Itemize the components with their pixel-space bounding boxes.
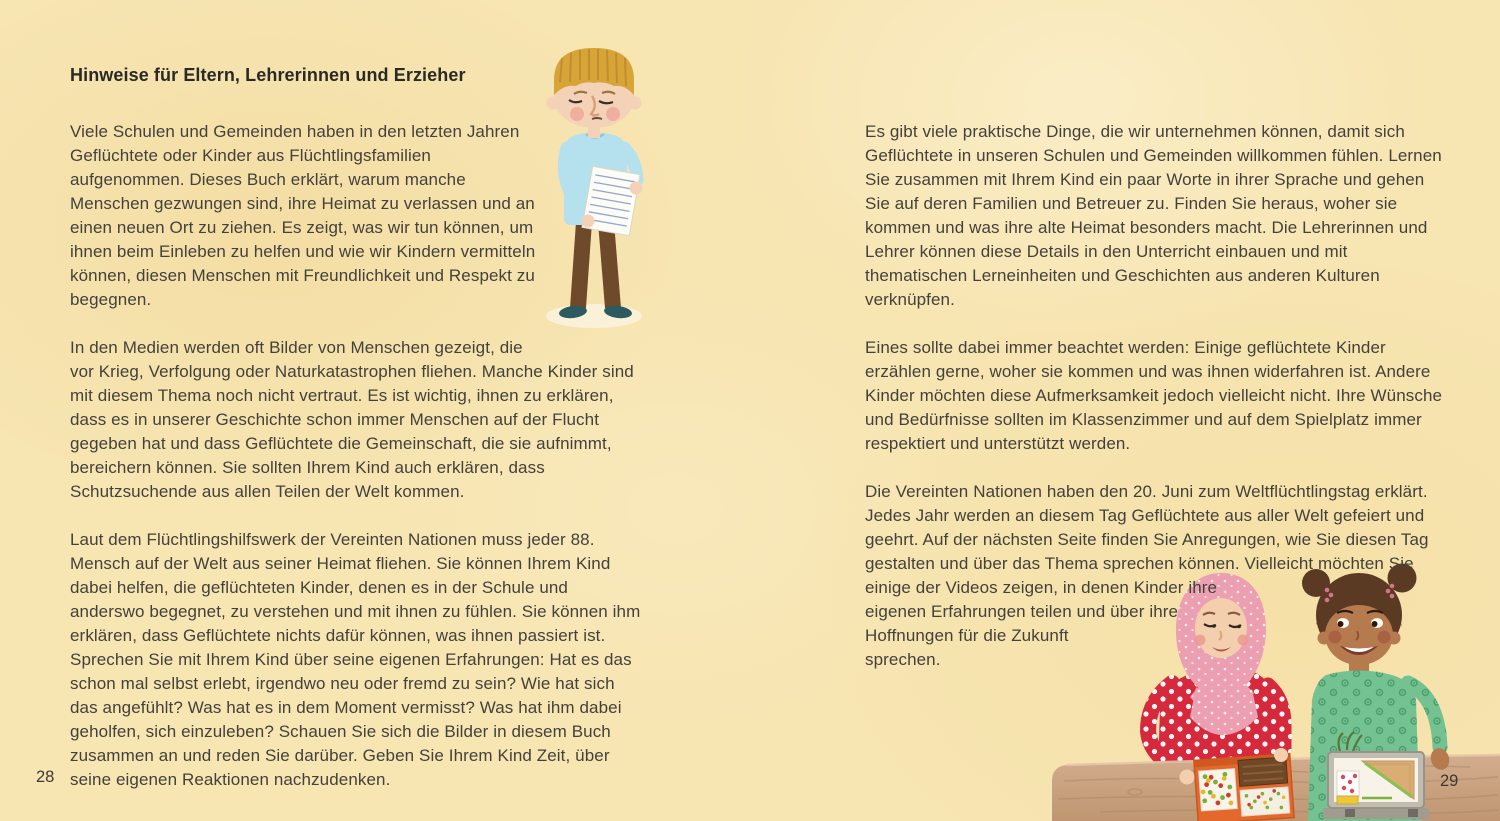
paragraph: Viele Schulen und Gemeinden haben in den letzten Jahren Geflüchtete oder Kinder aus Flüchtlingsfamilien aufgenommen. Dieses Buch erklärt, warum manche Menschen gezwungen sind, ihre Heimat zu verlassen und an einen neuen Ort zu ziehen. Es zeigt, was wir tun können, um ihnen beim Einleben zu helfen und wie wir Kindern vermitteln können, diesen Menschen mit Freundlichkeit und Respekt zu begegnen. bbox=[70, 122, 536, 309]
page-number-right: 29 bbox=[1440, 772, 1459, 790]
text-wrap-spacer bbox=[540, 62, 645, 358]
text-wrap-spacer bbox=[1449, 480, 1450, 576]
paragraph: Es gibt viele praktische Dinge, die wir unternehmen können, damit sich Geflüchtete in unseren Schulen und Gemeinden willkommen fühlen. Lernen Sie zusammen mit Ihrem Kind ein paar Worte in ihrer Sprache und gehen Sie auf deren Familien und Betreuer zu. Finden Sie heraus, woher sie kommen und was ihre alte Heimat besonders macht. Die Lehrerinnen und Lehrer können diese Details in den Unterricht einbauen und mit thematischen Lerneinheiten und Geschichten aus anderen Kulturen verknüpfen. bbox=[865, 122, 1442, 309]
page-number-left: 28 bbox=[36, 768, 55, 786]
paragraph: Die Vereinten Nationen haben den 20. Juni zum Weltflüchtlingstag erklärt. Jedes Jahr werden an diesem Tag Geflüchtete aus aller Welt gefeiert und geehrt. Auf der nächsten Seite finden Sie Anregungen, wie Sie diesen Tag gestalten und über das Thema sprechen können. Vielleicht möchten Sie einige der Videos zeigen, in denen Kinder ihre eigenen Erfahrungen teilen und über ihre Hoffnungen für die Zukunft sprechen. bbox=[865, 482, 1429, 669]
dotted-card bbox=[1337, 771, 1359, 797]
text-wrap-spacer bbox=[975, 648, 1450, 768]
text-wrap-spacer bbox=[1095, 624, 1450, 648]
paragraph: In den Medien werden oft Bilder von Menschen gezeigt, die vor Krieg, Verfolgung oder Naturkatastrophen fliehen. Manche Kinder sind mit diesem Thema noch nicht vertraut. Es ist wichtig, ihnen zu erklären, dass es in unserer Geschichte schon immer Menschen auf der Flucht gegeben hat und dass Geflüchtete die Gemeinschaft, die sie aufnimmt, bereichern können. Sie sollten Ihrem Kind auch erklären, dass Schutzsuchende aus allen Teilen der Welt kommen. bbox=[70, 338, 634, 501]
left-page-text-column bbox=[70, 62, 645, 816]
paragraph: Eines sollte dabei immer beachtet werden: Einige geflüchtete Kinder erzählen gerne, woher sie kommen und was ihnen widerfahren ist. Andere Kinder möchten diese Aufmerksamkeit jedoch vielleicht nicht. Ihre Wünsche und Bedürfnisse sollten im Klassenzimmer und auf dem Spielplatz immer respektiert und unterstützt werden. bbox=[865, 338, 1443, 453]
text-wrap-spacer bbox=[1265, 576, 1450, 600]
right-page-text-column bbox=[865, 120, 1450, 768]
paragraph: Laut dem Flüchtlingshilfswerk der Vereinten Nationen muss jeder 88. Mensch auf der Welt aus seiner Heimat fliehen. Sie können Ihrem Kind dabei helfen, die geflüchteten Kinder, denen es in der Schule und anderswo begegnet, zu verstehen und mit ihnen zu fühlen. Sie können ihm erklären, dass Geflüchtete nichts dafür können, was ihnen passiert ist. Sprechen Sie mit Ihrem Kind über seine eigenen Erfahrungen: Hat es das schon mal selbst erlebt, irgendwo neu oder fremd zu sein? Wie hat sich das angefühlt? Was hat es in dem Moment vermisst? Was hat ihm dabei geholfen, sich einzuleben? Schauen Sie sich die Bilder in diesem Buch zusammen an und reden Sie darüber. Geben Sie Ihrem Kind Zeit, über seine eigenen Reaktionen nachzudenken. bbox=[70, 530, 641, 789]
text-wrap-spacer bbox=[1205, 600, 1450, 624]
butter-block bbox=[1337, 796, 1358, 804]
page-title: Hinweise für Eltern, Lehrerinnen und Erzieher bbox=[70, 65, 466, 85]
